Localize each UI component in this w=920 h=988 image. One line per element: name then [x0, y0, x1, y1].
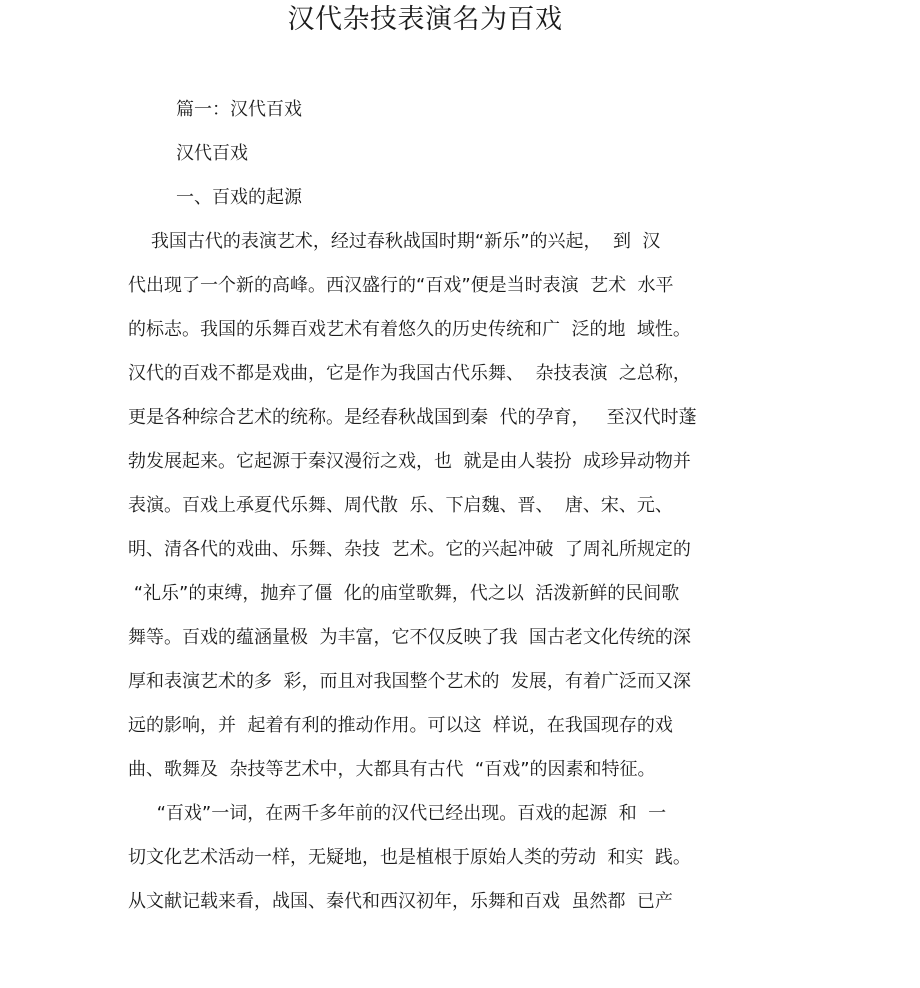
paragraph-line: “礼乐”的束缚，抛弃了僵 化的庙堂歌舞，代之以 活泼新鲜的民间歌: [128, 583, 680, 604]
paragraph-line: “百戏”一词，在两千多年前的汉代已经出现。百戏的起源 和 一: [128, 803, 667, 824]
paragraph-line: 从文献记载来看，战国、秦代和西汉初年，乐舞和百戏 虽然都 已产: [128, 891, 673, 912]
paragraph-line: 更是各种综合艺术的统称。是经春秋战国到秦 代的孕育， 至汉代时蓬: [128, 407, 697, 428]
section-one-heading: 一、百戏的起源: [176, 187, 302, 208]
section-heading: 篇一：汉代百戏: [176, 99, 302, 120]
paragraph-line: 厚和表演艺术的多 彩，而且对我国整个艺术的 发展，有着广泛而又深: [128, 671, 691, 692]
paragraph-line: 我国古代的表演艺术，经过春秋战国时期“新乐”的兴起， 到 汉: [128, 231, 661, 252]
paragraph-line: 勃发展起来。它起源于秦汉漫衍之戏，也 就是由人装扮 成珍异动物并: [128, 451, 691, 472]
document-title: 汉代杂技表演名为百戏: [287, 4, 563, 35]
paragraph-line: 曲、歌舞及 杂技等艺术中，大都具有古代 “百戏”的因素和特征。: [128, 759, 656, 780]
paragraph-line: 切文化艺术活动一样，无疑地，也是植根于原始人类的劳动 和实 践。: [128, 847, 691, 868]
paragraph-line: 汉代的百戏不都是戏曲，它是作为我国古代乐舞、 杂技表演 之总称，: [128, 363, 691, 384]
subheading: 汉代百戏: [176, 143, 248, 164]
paragraph-line: 的标志。我国的乐舞百戏艺术有着悠久的历史传统和广 泛的地 域性。: [128, 319, 691, 340]
paragraph-line: 舞等。百戏的蕴涵量极 为丰富，它不仅反映了我 国古老文化传统的深: [128, 627, 691, 648]
paragraph-line: 表演。百戏上承夏代乐舞、周代散 乐、下启魏、晋、 唐、宋、元、: [128, 495, 673, 516]
paragraph-line: 远的影响，并 起着有利的推动作用。可以这 样说，在我国现存的戏: [128, 715, 673, 736]
paragraph-line: 代出现了一个新的高峰。西汉盛行的“百戏”便是当时表演 艺术 水平: [128, 275, 674, 296]
paragraph-line: 明、清各代的戏曲、乐舞、杂技 艺术。它的兴起冲破 了周礼所规定的: [128, 539, 691, 560]
